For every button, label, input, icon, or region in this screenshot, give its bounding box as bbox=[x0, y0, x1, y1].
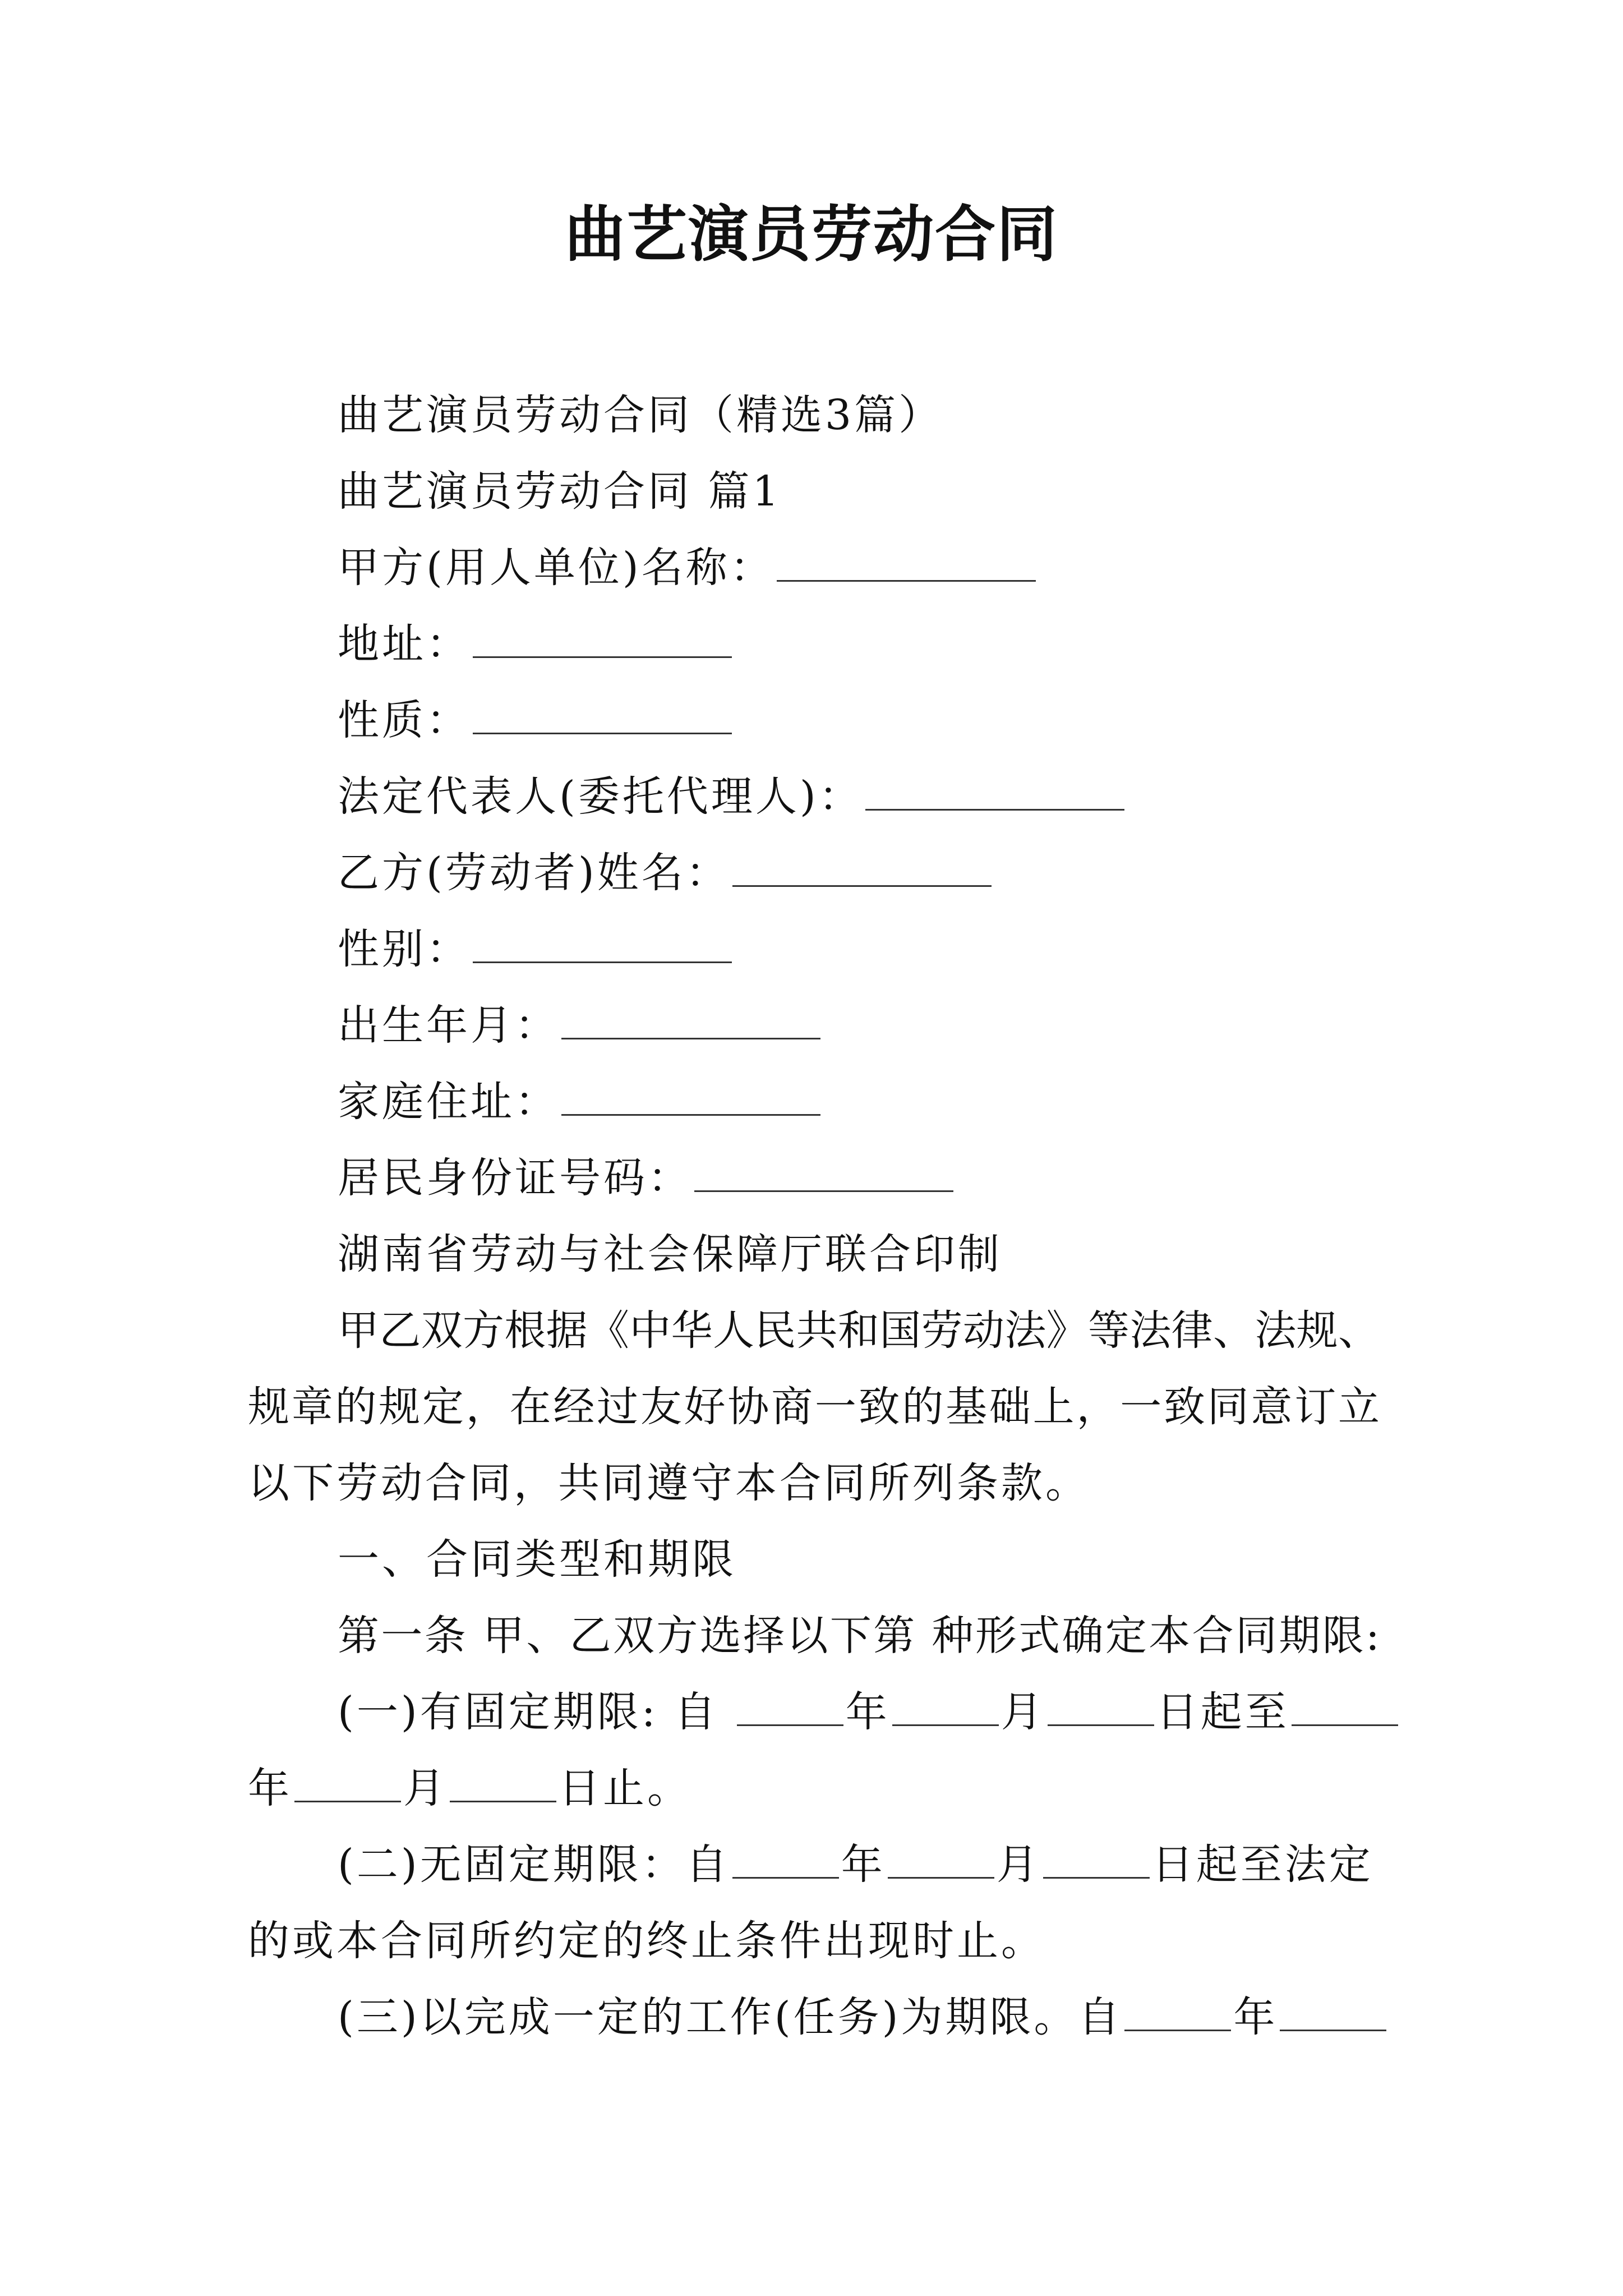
field-employee-name bbox=[338, 845, 994, 901]
option-text: 年 bbox=[248, 1764, 292, 1812]
option-task-term bbox=[338, 1989, 1389, 2045]
option-text: 月 bbox=[1000, 1688, 1045, 1736]
publisher-line: 湖南省劳动与社会保障厅联合印制 bbox=[338, 1230, 1002, 1278]
document-subtitle: 曲艺演员劳动合同（精选3篇） bbox=[338, 391, 943, 439]
field-label: 居民身份证号码： bbox=[338, 1154, 692, 1202]
fill-in-blank bbox=[294, 1797, 401, 1802]
field-employer-name bbox=[338, 540, 1038, 596]
field-label: 家庭住址： bbox=[338, 1078, 559, 1126]
option-text: 年 bbox=[841, 1841, 886, 1889]
field-gender bbox=[338, 921, 734, 977]
fill-in-blank bbox=[1280, 2026, 1386, 2031]
fill-in-blank bbox=[561, 1111, 820, 1116]
field-home-address bbox=[338, 1074, 823, 1130]
fill-in-blank bbox=[450, 1797, 556, 1802]
fill-in-blank bbox=[1124, 2026, 1231, 2031]
option-text: 年 bbox=[845, 1688, 890, 1736]
option-text: (三)以完成一定的工作(任务)为期限。自 bbox=[338, 1993, 1123, 2041]
article-1: 第一条 甲、乙双方选择以下第 种形式确定本合同期限: bbox=[338, 1612, 1380, 1660]
field-legal-representative bbox=[338, 769, 1127, 825]
option-open-term bbox=[338, 1837, 1373, 1893]
field-id-number bbox=[338, 1150, 956, 1206]
fill-in-blank bbox=[1292, 1721, 1398, 1726]
field-label: 性质： bbox=[338, 696, 471, 744]
field-label: 甲方(用人单位)名称： bbox=[338, 544, 774, 592]
fill-in-blank bbox=[473, 958, 732, 963]
field-birth-date bbox=[338, 997, 823, 1053]
option-text: 日止。 bbox=[559, 1764, 691, 1812]
intro-line-1: 甲乙双方根据《中华人民共和国劳动法》等法律、法规、 bbox=[338, 1306, 1380, 1355]
option-text: (二)无固定期限：自 bbox=[338, 1841, 730, 1889]
fill-in-blank bbox=[473, 729, 732, 734]
option-fixed-term-end bbox=[248, 1760, 691, 1816]
field-label: 法定代表人(委托代理人)： bbox=[338, 772, 863, 821]
option-text: 月 bbox=[403, 1764, 448, 1812]
field-label: 地址： bbox=[338, 620, 471, 668]
option-text: 年 bbox=[1233, 1993, 1278, 2041]
document-title: 曲艺演员劳动合同 bbox=[564, 199, 1058, 270]
fill-in-blank bbox=[1043, 1874, 1150, 1879]
fill-in-blank bbox=[561, 1034, 820, 1039]
fill-in-blank bbox=[865, 806, 1124, 811]
option-text: 日起至法定 bbox=[1151, 1841, 1373, 1889]
intro-line-3: 以下劳动合同，共同遵守本合同所列条款。 bbox=[248, 1459, 1090, 1507]
section-heading: 曲艺演员劳动合同 篇1 bbox=[338, 467, 782, 516]
field-label: 性别： bbox=[338, 925, 471, 973]
option-text: (一)有固定期限: 自 bbox=[338, 1688, 719, 1736]
fill-in-blank bbox=[1048, 1721, 1154, 1726]
field-address bbox=[338, 616, 734, 672]
fill-in-blank bbox=[732, 882, 992, 887]
option-open-term-end: 的或本合同所约定的终止条件出现时止。 bbox=[248, 1917, 1045, 1965]
chapter-heading: 一、合同类型和期限 bbox=[338, 1535, 736, 1584]
field-label: 出生年月： bbox=[338, 1001, 559, 1050]
option-text: 月 bbox=[996, 1841, 1041, 1889]
fill-in-blank bbox=[777, 577, 1036, 582]
field-label: 乙方(劳动者)姓名： bbox=[338, 849, 730, 897]
fill-in-blank bbox=[892, 1721, 999, 1726]
fill-in-blank bbox=[473, 653, 732, 658]
option-text: 日起至 bbox=[1156, 1688, 1289, 1736]
fill-in-blank bbox=[737, 1721, 843, 1726]
option-fixed-term bbox=[338, 1684, 1400, 1740]
field-nature bbox=[338, 692, 734, 748]
fill-in-blank bbox=[888, 1874, 994, 1879]
fill-in-blank bbox=[732, 1874, 839, 1879]
intro-line-2: 规章的规定，在经过友好协商一致的基础上，一致同意订立 bbox=[248, 1383, 1380, 1431]
fill-in-blank bbox=[694, 1187, 953, 1192]
